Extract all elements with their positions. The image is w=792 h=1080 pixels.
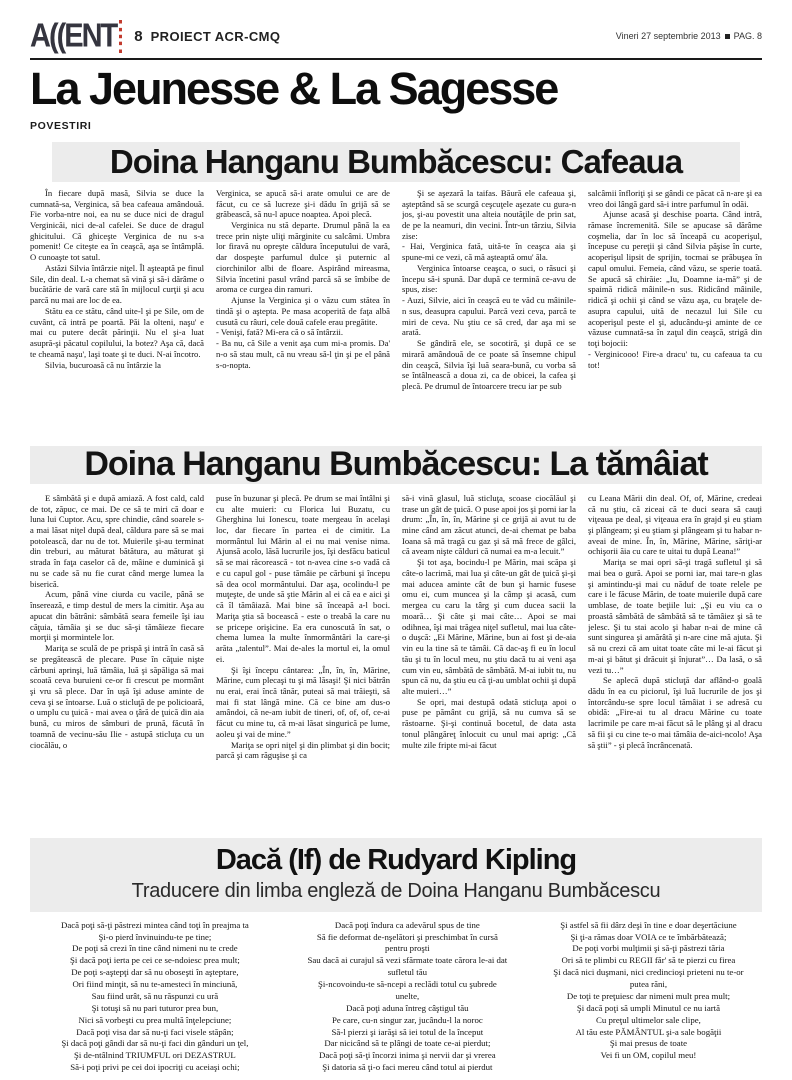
- story1-column-3: [402, 188, 576, 440]
- poem-line: Al tău este PĂMÂNTUL şi-a sale bogăţii: [575, 1026, 722, 1037]
- poem-column-3: [535, 920, 762, 1080]
- paragraph: Şi se aşezară la taifas. Băură ele cafeaua şi, aşteptând să se scurgă ceşcuţele aşezate cu gura-n jos, şi-au povestit una alteia noutăţile de prin sat, de pe la neamuri, din vecini. Într-un târziu, Silvia zise:: [402, 187, 576, 241]
- poem-column-2: [294, 920, 521, 1080]
- page-header: [30, 14, 762, 60]
- poem-line: Şi totuşi să nu pari tuturor prea bun,: [91, 1002, 219, 1013]
- paragraph: - Auzi, Silvie, aici în ceaşcă eu te văd cu mâinile-n sus, deasupra capului. Parcă vezi ceva, parcă te miri de ceva. Nu ştiu ce să cred, dar aşa mi se arată.: [402, 295, 576, 338]
- paragraph: - Hai, Verginica fată, uită-te în ceaşca aia şi spune-mi ce vezi, că mă aşteaptă omu' ăla.: [402, 241, 576, 263]
- poem-line: putea răni,: [629, 979, 668, 990]
- paragraph: Verginica întoarse ceaşca, o suci, o răsuci şi începu să-i spună. Dar după ce termină ce-avu de spus, zise:: [402, 262, 576, 295]
- poem-body: [30, 920, 762, 1080]
- poem-line: Ori să te plimbi cu REGII făr' să te pierzi cu firea: [561, 955, 736, 966]
- paragraph: Se opri, mai destupă odată sticluţa apoi o puse pe pământ cu grijă, să nu cumva să se răstoarne. Şi-şi continuă bocetul, de data asta tonul plângăreţ înlocuit cu unul mai aprig: „Că multe zile fripte mi-ai făcut: [402, 696, 576, 750]
- poem-line: sufletul tău: [387, 967, 428, 978]
- paragraph: Se aplecă după sticluţă dar aflând-o goală dădu în ea cu piciorul, îşi luă lucrurile de jos şi întorcându-se spre locul tămâiat i se adresă cu obidă: „Fire-ai tu al dracu Mărine cu toate lacrimile pe care m-ai făcut să le plâng şi al dracu să fii şi cu cine te-o mai tămâia de-aici-ncolo! Aşa să ştii” - şi plecă încrâncenată.: [588, 675, 762, 750]
- poem-line: Cu preţul ultimelor sale clipe,: [596, 1014, 701, 1025]
- poem-column-1: [30, 920, 280, 1080]
- poem-line: Şi dacă poţi ierta pe cei ce se-ndoiesc prea mult;: [70, 955, 240, 966]
- poem-line: Nici să vorbeşti cu prea multă înţelepciune;: [78, 1014, 232, 1025]
- paragraph: Acum, până vine ciurda cu vacile, până se înserează, e timp destul de mers la cimitir. Aşa au apucat din bătrâni: sâmbătă seara femeile îşi iau căţuia, tămâia şi se duc să-şi tămâieze fiecare morţii şi mormintele lor.: [30, 589, 204, 643]
- poem-line: De poţi s-aştepţi dar să nu oboseşti în aşteptare,: [71, 967, 239, 978]
- paragraph: salcâmii înfloriţi şi se gândi ce păcat că n-are şi ea vreo doi lângă gard să-i intre parfumul în odăi.: [588, 187, 762, 209]
- poem-line: De poţi să crezi în tine când nimeni nu te crede: [72, 943, 238, 954]
- paragraph: puse în buzunar şi plecă. Pe drum se mai întâlni şi cu alte muieri: cu Florica lui Buzatu, cu Gherghina lui Ionescu, toate mergeau în acelaşi loc, dar fiecare în partea ei de cimitir. La mormântul lui Mărin al ei nu mai venise nima. Ajunsă acolo, lăsă lucrurile jos, îşi desfăcu baticul să se mai răcorească - tot n-avea cine s-o vadă că e cu capul gol - puse tămâie pe cărbuni şi începu să dea ocol mormântului. Dar aşa, ocolindu-l pe muţeşte, de unde să ştie Mărin al ei că ea e aici şi că îl tămâiază. Mai bine să înceapă a-l boci. Mariţa ştia să bocească - este o treabă la care nu se pricepe orişicine. Ea era cunoscută în sat, o chema lumea la multe înmormântări la care-şi arăta „talentul”. Mai de-ales la mortul ei, la omul ei.: [216, 492, 390, 664]
- poem-line: Şi-ncovoindu-te să-ncepi a reclădi totul cu şubrede: [317, 979, 497, 990]
- poem-line: Pe care, cu-n singur zar, jucându-l la noroc: [331, 1014, 483, 1025]
- paragraph: Verginica nu stă departe. Drumul până la ea trece prin nişte uliţi mărginite cu salcâmi. Umbra lor firavă nu opreşte căldura începutului de vară, dar dospeşte parfumul dulce şi puternic al ciorchinilor albi de floare. Aspirând mireasma, Silvia încetini pasul vrând parcă să se îmbibe de aroma ce curgea din ramuri.: [216, 220, 390, 295]
- story1-body: [30, 188, 762, 440]
- paragraph: Şi tot aşa, bocindu-l pe Mărin, mai scăpa şi câte-o lacrimă, mai lua şi câte-un gât de ţuică şi-şi mai aducea aminte cât de bun şi harnic fusese omu ei, cum muncea şi la câmp şi acasă, cum mergea cu caru la târg şi cum ducea sacii la moară… Şi câte şi mai câte… Apoi se mai odihnea, îşi mai trăgea niţel sufletul, mai lua câte-o duşcă: „Ei Mărine, Mărine, bun ai fost şi de-aia vin eu la tine să te tămâi. Că dac-aş fi eu în locul tău şi tu în locul meu, nu ştiu dacă tu ai veni aşa cum vin eu, sâmbătă de sâmbătă. M-ai iubit tu, nu spun că nu, da ştiu eu că ţi-au umblat ochii şi după alte muieri…”: [402, 557, 576, 697]
- poem-line: Şi mai presus de toate: [609, 1038, 688, 1049]
- page-number: 8: [134, 27, 143, 45]
- square-bullet-icon: [725, 34, 730, 39]
- poem-line: De poţi vorbi mulţimii şi să-ţi păstrezi tăria: [572, 943, 725, 954]
- issue-date: Vineri 27 septembrie 2013: [615, 31, 721, 41]
- masthead: [30, 63, 762, 132]
- paragraph: În fiecare după masă, Silvia se duce la cumnată-sa, Verginica, să bea cafeaua amândouă. Fie vorba-ntre noi, ea nu se duce nici de dragul Verginicăi, nici de-al cafelei. Se duce de dragul ghicitului. Că ghiceşte Verginica de nu s-a pomenit! Ce citeşte ea în ceaşcă, aşa se întâmplă. O cunoaşte tot satul.: [30, 187, 204, 263]
- poem-line: Şi dacă poţi să umpli Minutul ce nu iartă: [576, 1002, 721, 1013]
- story2-column-2: [216, 493, 390, 829]
- dateline: [616, 31, 762, 41]
- poem-line: Sau dacă ai curajul să vezi sfărmate toate cărora le-ai dat: [307, 955, 508, 966]
- poem-line: Ori fiind minţit, să nu te-amesteci în minciună,: [72, 979, 238, 990]
- poem-line: Dacă poţi aduna întreg câştigul tău: [346, 1002, 469, 1013]
- paragraph: - Verginicooo! Fire-a dracu' tu, cu cafeaua ta cu tot!: [588, 348, 762, 370]
- story2-heading: Doina Hanganu Bumbăcescu: La tămâiat: [84, 445, 708, 484]
- story2-heading-bar: [30, 446, 762, 484]
- poem-subtitle: Traducere din limba engleză de Doina Hanganu Bumbăcescu: [131, 879, 661, 902]
- poem-line: De toţi te preţuiesc dar nimeni mult prea mult;: [566, 990, 731, 1001]
- poem-line: Şi-o pierd învinuindu-te pe tine;: [98, 931, 212, 942]
- poem-line: Să-l pierzi şi iarăşi să iei totul de la început: [331, 1026, 484, 1037]
- poem-line: Dacă poţi să-ţi păstrezi mintea când toţi în preajma ta: [60, 919, 249, 930]
- poem-line: Dacă poţi să-ţi încorzi inima şi nervii dar şi vrerea: [319, 1050, 496, 1061]
- story2-column-3: [402, 493, 576, 829]
- story1-heading-bar: [52, 142, 740, 182]
- poem-line: Şi de-ntâlnind TRIUMFUL ori DEZASTRUL: [74, 1050, 236, 1061]
- story2-column-1: [30, 493, 204, 829]
- paragraph: Şi îşi începu cântarea: „În, în, în, Mărine, Mărine, cum plecaşi tu şi mă lăsaşi! Şi nici bătrân nu erai, erai încă tânăr, puteai să mai trăieşti, să mai fi stat lângă mine. Că ce bine am dus-o amândoi, că ne-am iubit de tineri, of, of, of, ce-ai făcut cu mine tu, că m-ai lăsat singurică pe lume, aoleu şi vai de mine.”: [216, 664, 390, 739]
- paragraph: cu Leana Mării din deal. Of, of, Mărine, credeai că nu ştiu, că ziceai că te duci seara să cauţi viţeaua pe deal, şi viţeaua era în grajd şi eu ştiam şi plângeam; şi eu ştiam şi plângeam şi tu habar n-aveai de mine. În, în, Mărine, Mărine, săriţi-ar ochişorii ăia cu care te uitai tu după Leana!”: [588, 492, 762, 557]
- poem-line: Sau fiind urât, să nu răspunzi cu ură: [91, 990, 219, 1001]
- paragraph: Ajunse acasă şi deschise poarta. Când intră, rămase încremenită. Sile se apucase să dărâme coşmelia, dar în loc să înceapă cu acoperişul, începuse cu pereţii şi când Silvia păşise în curte, acoperişul lipsit de sprijin, tocmai se prăbuşea în capul omului. Femeia, când văzu, se sperie toată. Se apucă să chirăie: „Iu, Doamne ia-mă” şi de spaimă ridică mâinile-n sus. Ridicând mâinile, ridică şi ochii şi când se văzu aşa, cu braţele de-asupra capului, uită de necazul lui Sile cu acoperişul peste el şi, aducându-şi aminte de ce văzuse cumnată-sa în zaţul din ceaşcă, strigă din toţi bojocii:: [588, 209, 762, 349]
- poem-line: Şi datoria să ţi-o faci mereu când totul ai pierdut: [322, 1062, 493, 1073]
- paragraph: Mariţa se opri niţel şi din plimbat şi din bocit; parcă şi cam răguşise şi ca: [216, 739, 390, 761]
- paragraph: Verginica, se apucă să-i arate omului ce are de făcut, cu ce să lucreze şi-i dădu în grijă să se grăbească, să nu-l apuce noaptea. Apoi plecă.: [216, 187, 390, 220]
- accent-logo: A((ENT: [30, 19, 122, 52]
- poem-heading-box: [30, 838, 762, 912]
- paragraph: Mariţa se mai opri să-şi tragă sufletul şi să mai bea o gură. Apoi se porni iar, mai tare-n glas şi amintindu-şi mai cu năduf de toate relele pe care i le făcuse Mărin, de toate muierile după care umblase, de toate beţiile lui: „Şi eu viu ca o proastă sâmbătă de sâmbătă să te tămâiez şi să te jelesc. Şi tu stai acolo şi habar n-ai de mine că sunt singurea şi amărâtă şi n-are cine mă ajuta. Şi să nu crezi că am uitat toate câte mi le-ai făcut şi m-ai şi bătut şi drăcuit şi înjurat”… Da lasă, o să vezi tu…”: [588, 557, 762, 675]
- poem-line: Dacă poţi visa dar să nu-ţi faci visele stăpân;: [76, 1026, 234, 1037]
- poem-title: Dacă (If) de Rudyard Kipling: [215, 843, 577, 876]
- story1-column-2: [216, 188, 390, 440]
- story2-column-4: [588, 493, 762, 829]
- poem-line: Şi ţi-a rămas doar VOIA ce te îmbărbătează;: [570, 931, 727, 942]
- paragraph: Se gândiră ele, se socotiră, şi după ce se mirară amândouă de ce poate să însemne chipul din ceaşcă, Silvia îşi luă seara-bună, cu vorba să se întâlnească a doua zi, ca de obicei, la cafea şi plecă. Pe drumul de întoarcere trecu iar pe sub: [402, 338, 576, 392]
- story2-body: [30, 493, 762, 829]
- poem-line: Să-i poţi privi pe cei doi ipocriţi cu aceiaşi ochi;: [70, 1062, 240, 1073]
- paragraph: - Ba nu, că Sile a venit aşa cum mi-a promis. Da' n-o să stau mult, că nu vreau să-l ţin şi pe el până s-o-nopta.: [216, 338, 390, 370]
- paragraph: E sâmbătă şi e după amiază. A fost cald, cald de tot, zăpuc, ce mai. De ce să te miri că doar e luna lui Cuptor. Acu, spre chindie, când soarele s-a mai lăsat niţel după deal, căldura pare să se mai potolească, dar nu de tot. Muierile şi-au terminat din treburi, au măturat bătătura, au măturat şi strada în faţa caselor că de, mâine e duminică şi nu se cade să nu fie curat când merge lumea la biserică.: [30, 492, 204, 589]
- page-title: La Jeunesse & La Sagesse: [30, 63, 558, 114]
- paragraph: să-i vină glasul, luă sticluţa, scoase ciocălăul şi trase un gât de ţuică. O puse apoi jos şi porni iar la drum: „În, în, în, Mărine şi ce grijă ai avut tu de mine când am zăcut atunci, de-ai chemat pe baba Ioana să mă tragă cu gaz şi să mă frece de gâlci, că aveam nişte călduri că numai ea m-a lecuit.”: [402, 492, 576, 557]
- project-title: PROIECT ACR-CMQ: [150, 28, 281, 44]
- poem-line: Vei fi un OM, copilul meu!: [600, 1050, 697, 1061]
- paragraph: Silvia, bucuroasă că nu întârzie la: [45, 359, 161, 370]
- poem-line: Şi dacă poţi gândi dar să nu-ţi faci din gânduri un ţel,: [61, 1038, 249, 1049]
- story1-heading: Doina Hanganu Bumbăcescu: Cafeaua: [109, 142, 683, 180]
- poem-line: Dacă poţi îndura ca adevărul spus de tine: [334, 919, 480, 930]
- paragraph: Mariţa se sculă de pe prispă şi intră în casă să se pregătească de plecare. Puse în căţuie nişte cărbuni aprinşi, luă tămâia, luă şi săpăliga să mai scoată ceva buruieni ce-or fi crescut pe mormânt şi vru să plece. Dar în uşă îşi aduse aminte de ceva şi se întoarse. Luă o sticluţă de pe policioară, o umplu cu ţuică - mai avea o ţâră de ţuică din aia bună, cu miros de sâmburi de prună, făcută în toamnă de vecinu-său Ilie - astupă sticluţa cu un ciocălău, o: [30, 643, 204, 750]
- paragraph: - Venişi, fată? Mi-era că o să întârzii.: [216, 327, 344, 338]
- poem-line: Dar nicicând să te plângi de toate ce-ai pierdut;: [324, 1038, 491, 1049]
- paragraph: Stătu ea ce stătu, când uite-l şi pe Sile, om de cuvânt, că intră pe poartă. Păi la olteni, naşu' e mai cu putere decât părinţii. Nu el şi-a luat asupră-şi păcatul copilului, la botez? Aşa că, dacă te cheamă naşu', laşi toate şi te duci. N-ai încotro.: [30, 305, 204, 359]
- story1-column-4: [588, 188, 762, 440]
- story1-column-1: [30, 188, 204, 440]
- poem-line: Şi astfel să fii dârz deşi în tine e doar deşertăciune: [560, 919, 737, 930]
- page-label: PAG. 8: [733, 31, 762, 41]
- kicker: POVESTIRI: [30, 119, 92, 132]
- poem-line: Să fie deformat de-nşelători şi preschimbat în cursă: [316, 931, 498, 942]
- poem-line: unelte,: [395, 990, 420, 1001]
- paragraph: Astăzi Silvia întârzie niţel. Îl aşteaptă pe finul Sile, din deal. L-a chemat să vină şi să-i dărâme o bucătărie de vară care stă în mijlocul curţii şi acu parcă nu mai are loc de ea.: [30, 262, 204, 306]
- paragraph: Ajunse la Verginica şi o văzu cum stătea în tindă şi o aştepta. Pe masa acoperită de faţa albă cusută cu râuri, cele două cafele erau pregătite.: [216, 295, 390, 327]
- poem-line: Şi dacă nici duşmani, nici credincioşi prieteni nu te-or: [553, 967, 744, 978]
- poem-line: pentru proşti: [385, 943, 430, 954]
